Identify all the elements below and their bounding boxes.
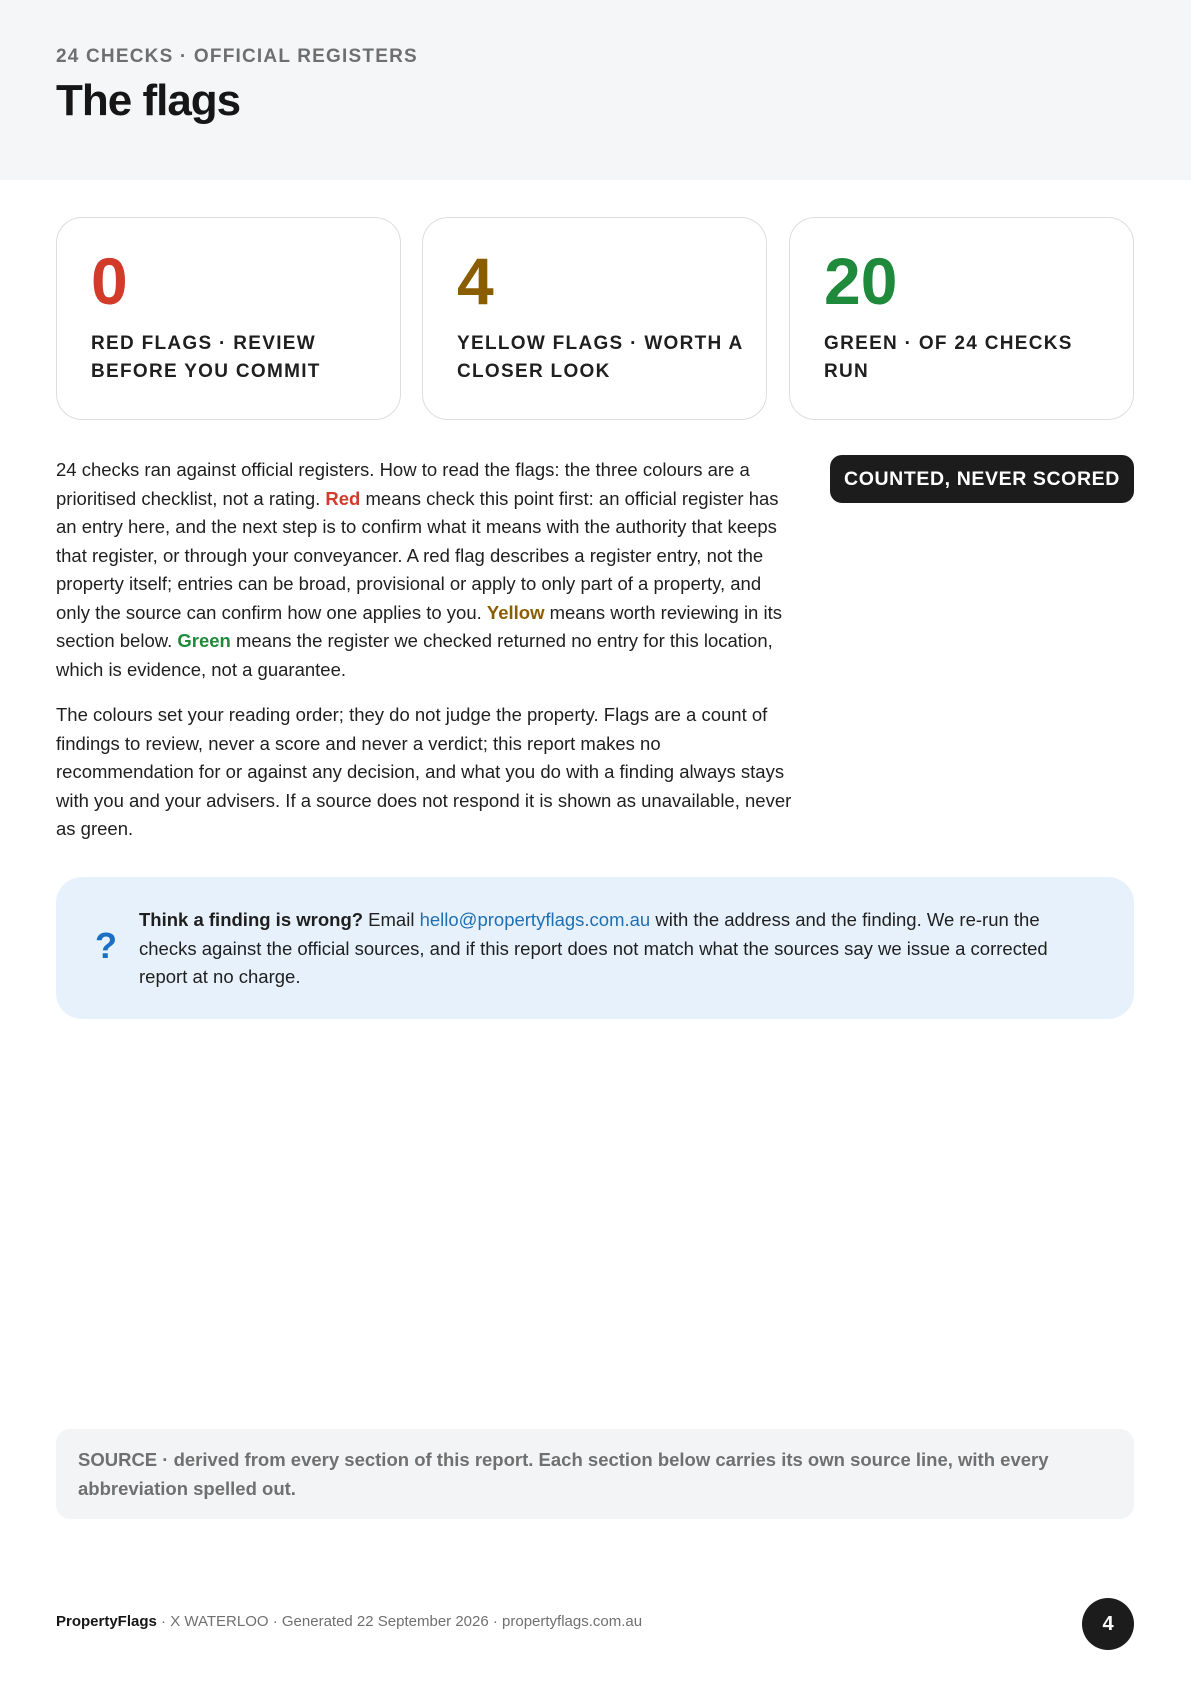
green-flags-label: GREEN · OF 24 CHECKS RUN	[824, 333, 1073, 382]
red-flags-count: 0	[91, 244, 128, 318]
page-number-badge: 4	[1082, 1598, 1134, 1650]
yellow-keyword: Yellow	[486, 601, 545, 623]
explainer-text: 24 checks ran against official registers. How to read the flags: the three colours are a prioritised checklist, not a rating.	[56, 459, 750, 509]
explainer-text: means check this point first: an official register has an entry here, and the next step is to confirm what it means with the authority that keeps that register, or through your conveyancer. A red flag describes a register entry, not the property itself; entries can be broad, provisional or apply to only part of a property, and only the source can confirm how one applies to you.	[56, 487, 779, 623]
explainer-text: means the register we checked returned no entry for this location, which is evidence, not a guarantee.	[56, 630, 773, 680]
green-flags-card	[789, 217, 1134, 420]
red-flags-card	[56, 217, 401, 420]
page-title: The flags	[56, 76, 241, 125]
footer-brand: PropertyFlags	[56, 1613, 157, 1630]
red-keyword: Red	[325, 487, 361, 509]
callout-lead: Think a finding is wrong?	[139, 909, 364, 930]
support-email-link[interactable]: hello@propertyflags.com.au	[419, 909, 651, 930]
question-mark-icon: ?	[95, 925, 117, 966]
callout-text-part: with the address and the finding. We re-run the checks against the official sources, and if this report does not match what the sources say we issue a corrected report at no charge.	[139, 909, 1048, 987]
explainer-paragraph-2: The colours set your reading order; they do not judge the property. Flags are a count of findings to review, never a score and never a verdict; this report makes no recommendation for or against any decision, and what you do with a finding always stays with you and your advisers. If a source does not respond it is shown as unavailable, never as green.	[56, 704, 792, 839]
green-flags-count: 20	[824, 244, 898, 318]
page-footer	[56, 1613, 642, 1630]
red-flags-label: RED FLAGS · REVIEW BEFORE YOU COMMIT	[91, 333, 321, 382]
callout-text	[139, 906, 1099, 992]
explainer-paragraph-1	[56, 456, 796, 684]
yellow-flags-label: YELLOW FLAGS · WORTH A CLOSER LOOK	[457, 333, 743, 382]
source-note: SOURCE · derived from every section of this report. Each section below carries its own source line, with every abbreviation spelled out.	[78, 1449, 1049, 1499]
callout-text-part: Email	[363, 909, 420, 930]
page-header	[0, 0, 1191, 180]
source-note-box	[56, 1429, 1134, 1519]
dispute-callout	[56, 877, 1134, 1019]
section-kicker: 24 CHECKS · OFFICIAL REGISTERS	[56, 46, 418, 67]
yellow-flags-count: 4	[457, 244, 494, 318]
yellow-flags-card	[422, 217, 767, 420]
footer-details: · X WATERLOO · Generated 22 September 2026 · propertyflags.com.au	[156, 1613, 643, 1630]
explainer-text: means worth reviewing in its section below.	[56, 601, 782, 651]
green-keyword: Green	[177, 630, 231, 651]
flag-summary-cards	[56, 217, 1134, 422]
flags-explainer	[56, 456, 796, 861]
counted-never-scored-badge: COUNTED, NEVER SCORED	[830, 455, 1134, 503]
